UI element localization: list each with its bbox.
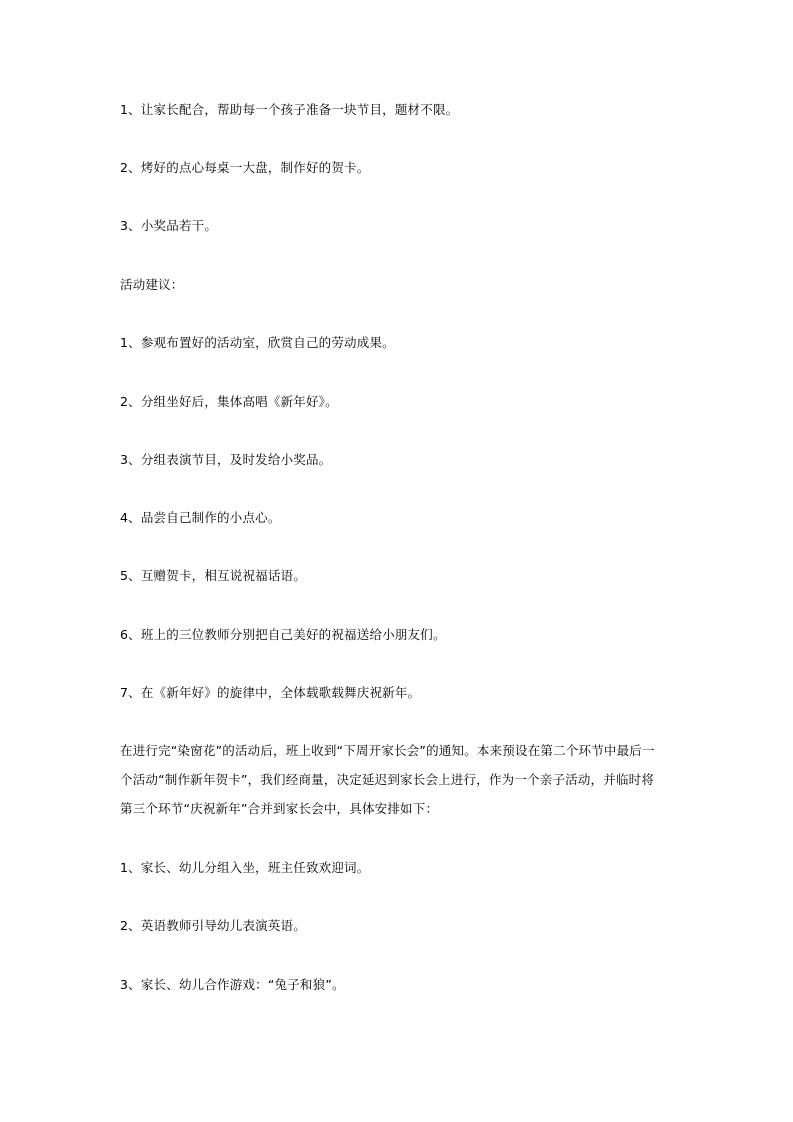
meeting-item-2: 2、英语教师引导幼儿表演英语。 [120, 918, 306, 933]
suggestion-item-5: 5、互赠贺卡，相互说祝福话语。 [120, 568, 306, 583]
suggestion-item-2: 2、分组坐好后，集体高唱《新年好》。 [120, 394, 338, 409]
prep-item-3: 3、小奖品若干。 [120, 218, 218, 233]
suggestion-item-7: 7、在《新年好》的旋律中，全体载歌载舞庆祝新年。 [120, 685, 421, 700]
prep-item-1: 1、让家长配合，帮助每一个孩子准备一块节目，题材不限。 [120, 102, 459, 117]
meeting-item-1: 1、家长、幼儿分组入坐，班主任致欢迎词。 [120, 860, 370, 875]
suggestion-item-1: 1、参观布置好的活动室，欣赏自己的劳动成果。 [120, 335, 395, 350]
paragraph-line-1: 在进行完“染窗花”的活动后，班上收到“下周开家长会”的通知。本来预设在第二个环节中最后一 [120, 743, 655, 758]
prep-item-2: 2、烤好的点心每桌一大盘，制作好的贺卡。 [120, 160, 370, 175]
suggestion-item-4: 4、品尝自己制作的小点心。 [120, 510, 281, 525]
paragraph-line-3: 第三个环节“庆祝新年”合并到家长会中，具体安排如下： [120, 801, 439, 816]
suggestions-heading: 活动建议： [120, 277, 184, 292]
suggestion-item-6: 6、班上的三位教师分别把自己美好的祝福送给小朋友们。 [120, 627, 446, 642]
suggestion-item-3: 3、分组表演节目，及时发给小奖品。 [120, 452, 332, 467]
meeting-item-3: 3、家长、幼儿合作游戏：“兔子和狼”。 [120, 977, 345, 992]
paragraph-line-2: 个活动“制作新年贺卡”，我们经商量，决定延迟到家长会上进行，作为一个亲子活动，并临时将 [120, 772, 655, 787]
